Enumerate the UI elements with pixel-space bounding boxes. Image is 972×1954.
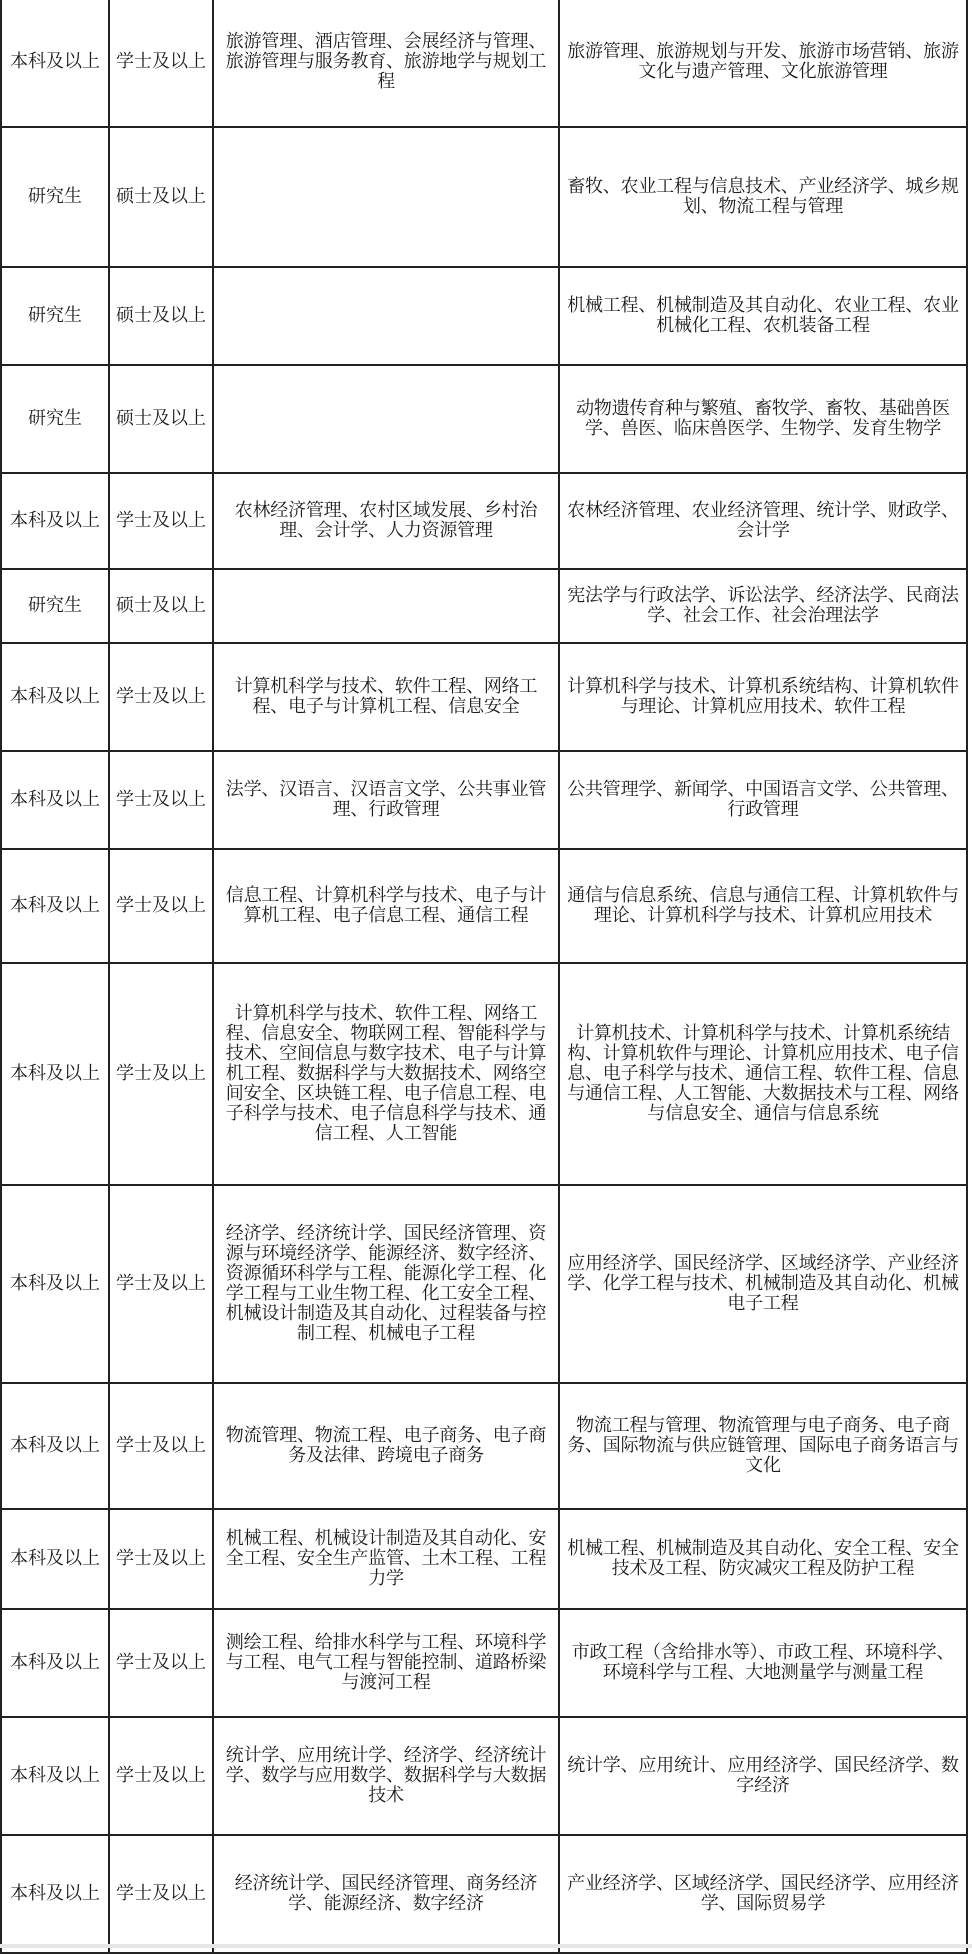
education-cell: 本科及以上 [1,643,109,751]
education-cell: 本科及以上 [1,0,109,127]
postgrad-major-cell: 旅游管理、旅游规划与开发、旅游市场营销、旅游文化与遗产管理、文化旅游管理 [559,0,967,127]
table-row [1,751,967,849]
table-row [1,1717,967,1835]
undergrad-major-cell: 农林经济管理、农村区域发展、乡村治理、会计学、人力资源管理 [213,473,559,569]
postgrad-major-cell: 通信与信息系统、信息与通信工程、计算机软件与理论、计算机科学与技术、计算机应用技术 [559,849,967,963]
education-cell: 研究生 [1,127,109,267]
undergrad-major-cell: 经济学、经济统计学、国民经济管理、资源与环境经济学、能源经济、数字经济、资源循环科学与工程、能源化学工程、化学工程与工业生物工程、化工安全工程、机械设计制造及其自动化、过程装备与控制工程、机械电子工程 [213,1185,559,1383]
education-cell: 本科及以上 [1,473,109,569]
table-body [1,0,967,1953]
degree-cell: 学士及以上 [109,0,213,127]
degree-cell: 学士及以上 [109,849,213,963]
education-cell: 研究生 [1,365,109,473]
education-cell: 本科及以上 [1,751,109,849]
undergrad-major-cell: 机械工程、机械设计制造及其自动化、安全工程、安全生产监管、土木工程、工程力学 [213,1509,559,1609]
degree-cell: 学士及以上 [109,1717,213,1835]
degree-cell: 学士及以上 [109,751,213,849]
degree-cell: 学士及以上 [109,1835,213,1953]
education-cell: 本科及以上 [1,849,109,963]
undergrad-major-cell: 计算机科学与技术、软件工程、网络工程、信息安全、物联网工程、智能科学与技术、空间信息与数字技术、电子与计算机工程、数据科学与大数据技术、网络空间安全、区块链工程、电子信息工程、电子科学与技术、电子信息科学与技术、通信工程、人工智能 [213,963,559,1185]
degree-cell: 学士及以上 [109,963,213,1185]
undergrad-major-cell [213,569,559,643]
table-row [1,643,967,751]
education-cell: 本科及以上 [1,1609,109,1717]
degree-cell: 硕士及以上 [109,127,213,267]
degree-cell: 硕士及以上 [109,569,213,643]
degree-cell: 学士及以上 [109,473,213,569]
undergrad-major-cell: 计算机科学与技术、软件工程、网络工程、电子与计算机工程、信息安全 [213,643,559,751]
undergrad-major-cell [213,267,559,365]
education-cell: 本科及以上 [1,1383,109,1509]
postgrad-major-cell: 统计学、应用统计、应用经济学、国民经济学、数字经济 [559,1717,967,1835]
undergrad-major-cell: 法学、汉语言、汉语言文学、公共事业管理、行政管理 [213,751,559,849]
table-row [1,1835,967,1953]
undergrad-major-cell [213,365,559,473]
degree-cell: 学士及以上 [109,1609,213,1717]
undergrad-major-cell: 信息工程、计算机科学与技术、电子与计算机工程、电子信息工程、通信工程 [213,849,559,963]
degree-cell: 学士及以上 [109,1185,213,1383]
education-cell: 本科及以上 [1,1185,109,1383]
table-row [1,569,967,643]
table-row [1,0,967,127]
table-row [1,473,967,569]
bottom-divider [0,1944,972,1948]
table-row [1,1383,967,1509]
postgrad-major-cell: 计算机科学与技术、计算机系统结构、计算机软件与理论、计算机应用技术、软件工程 [559,643,967,751]
degree-cell: 硕士及以上 [109,365,213,473]
table-row [1,127,967,267]
table-row [1,1609,967,1717]
postgrad-major-cell: 公共管理学、新闻学、中国语言文学、公共管理、行政管理 [559,751,967,849]
postgrad-major-cell: 农林经济管理、农业经济管理、统计学、财政学、会计学 [559,473,967,569]
education-cell: 研究生 [1,569,109,643]
postgrad-major-cell: 物流工程与管理、物流管理与电子商务、电子商务、国际物流与供应链管理、国际电子商务语言与文化 [559,1383,967,1509]
postgrad-major-cell: 应用经济学、国民经济学、区域经济学、产业经济学、化学工程与技术、机械制造及其自动化、机械电子工程 [559,1185,967,1383]
table-row [1,267,967,365]
postgrad-major-cell: 动物遗传育种与繁殖、畜牧学、畜牧、基础兽医学、兽医、临床兽医学、生物学、发育生物学 [559,365,967,473]
degree-cell: 学士及以上 [109,1383,213,1509]
postgrad-major-cell: 宪法学与行政法学、诉讼法学、经济法学、民商法学、社会工作、社会治理法学 [559,569,967,643]
education-cell: 本科及以上 [1,963,109,1185]
undergrad-major-cell: 统计学、应用统计学、经济学、经济统计学、数学与应用数学、数据科学与大数据技术 [213,1717,559,1835]
postgrad-major-cell: 机械工程、机械制造及其自动化、农业工程、农业机械化工程、农机装备工程 [559,267,967,365]
table-row [1,365,967,473]
postgrad-major-cell: 畜牧、农业工程与信息技术、产业经济学、城乡规划、物流工程与管理 [559,127,967,267]
table-row [1,963,967,1185]
degree-cell: 学士及以上 [109,643,213,751]
undergrad-major-cell: 经济统计学、国民经济管理、商务经济学、能源经济、数字经济 [213,1835,559,1953]
table-row [1,849,967,963]
postgrad-major-cell: 计算机技术、计算机科学与技术、计算机系统结构、计算机软件与理论、计算机应用技术、电子信息、电子科学与技术、通信工程、软件工程、信息与通信工程、人工智能、大数据技术与工程、网络与信息安全、通信与信息系统 [559,963,967,1185]
postgrad-major-cell: 机械工程、机械制造及其自动化、安全工程、安全技术及工程、防灾减灾工程及防护工程 [559,1509,967,1609]
table-row [1,1509,967,1609]
postgrad-major-cell: 市政工程（含给排水等）、市政工程、环境科学、环境科学与工程、大地测量学与测量工程 [559,1609,967,1717]
education-cell: 本科及以上 [1,1835,109,1953]
undergrad-major-cell: 测绘工程、给排水科学与工程、环境科学与工程、电气工程与智能控制、道路桥梁与渡河工程 [213,1609,559,1717]
postgrad-major-cell: 产业经济学、区域经济学、国民经济学、应用经济学、国际贸易学 [559,1835,967,1953]
education-cell: 研究生 [1,267,109,365]
degree-cell: 学士及以上 [109,1509,213,1609]
undergrad-major-cell: 物流管理、物流工程、电子商务、电子商务及法律、跨境电子商务 [213,1383,559,1509]
undergrad-major-cell: 旅游管理、酒店管理、会展经济与管理、旅游管理与服务教育、旅游地学与规划工程 [213,0,559,127]
degree-cell: 硕士及以上 [109,267,213,365]
education-cell: 本科及以上 [1,1509,109,1609]
table-row [1,1185,967,1383]
education-cell: 本科及以上 [1,1717,109,1835]
undergrad-major-cell [213,127,559,267]
